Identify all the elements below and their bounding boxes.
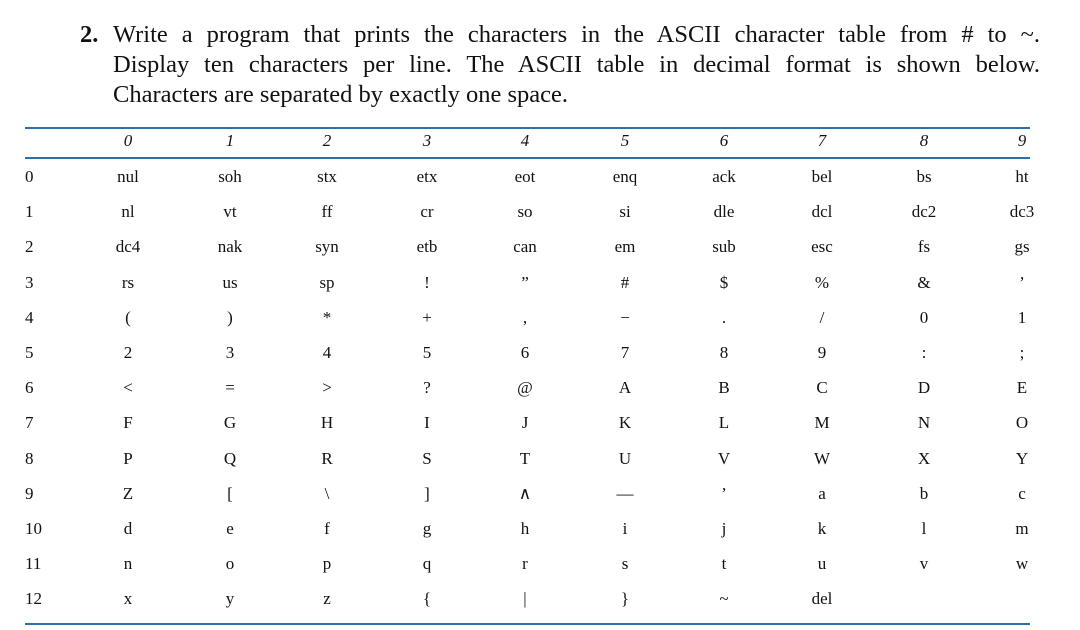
table-cell: G — [223, 413, 237, 433]
table-cell: dcl — [811, 202, 833, 222]
table-cell: Q — [223, 448, 237, 468]
row-label: 6 — [25, 378, 34, 398]
table-cell: z — [323, 589, 331, 609]
table-row — [25, 484, 1030, 519]
column-header: 0 — [123, 131, 133, 150]
table-cell: enq — [612, 167, 638, 186]
table-cell: { — [422, 589, 432, 609]
column-header: 5 — [620, 131, 630, 150]
table-cell: Y — [1015, 448, 1029, 468]
table-cell: o — [225, 554, 235, 574]
column-header: 7 — [817, 131, 827, 150]
table-cell: etx — [416, 167, 438, 186]
table-cell: F — [123, 413, 133, 433]
table-cell: | — [523, 589, 527, 609]
table-row — [25, 413, 1030, 448]
row-label: 8 — [25, 448, 34, 468]
table-cell: syn — [315, 237, 339, 257]
table-cell: cr — [420, 202, 434, 222]
table-cell: ff — [321, 202, 333, 222]
table-cell: E — [1016, 378, 1028, 398]
table-cell: ~ — [719, 589, 729, 609]
table-cell: y — [225, 589, 235, 609]
table-cell: n — [123, 554, 133, 574]
table-cell: } — [620, 589, 630, 609]
table-row — [25, 202, 1035, 237]
table-cell: nl — [121, 202, 135, 222]
table-cell: X — [917, 448, 931, 468]
table-cell: N — [917, 413, 931, 433]
row-label: 0 — [25, 167, 34, 186]
table-cell: K — [618, 413, 632, 433]
table-cell: [ — [227, 483, 233, 503]
table-cell: : — [921, 343, 927, 362]
table-row — [25, 449, 1030, 484]
table-cell: f — [324, 519, 330, 538]
table-cell: dle — [713, 202, 735, 222]
table-cell: 7 — [620, 343, 630, 362]
table-cell: can — [513, 237, 537, 257]
table-cell: ack — [712, 167, 736, 186]
table-cell: R — [321, 448, 333, 468]
table-row — [25, 589, 1030, 624]
table-cell: g — [422, 519, 432, 538]
table-cell: w — [1015, 554, 1029, 574]
table-cell: > — [322, 378, 332, 398]
row-label: 2 — [25, 237, 34, 257]
column-header: 8 — [919, 131, 929, 150]
table-cell: ! — [424, 272, 430, 292]
table-cell: 5 — [422, 343, 432, 362]
table-cell: D — [917, 378, 931, 398]
row-label: 5 — [25, 343, 34, 362]
table-cell: p — [322, 554, 332, 574]
column-header: 4 — [520, 131, 530, 150]
table-cell: — — [616, 483, 634, 503]
table-cell: J — [521, 413, 529, 433]
column-header: 6 — [719, 131, 729, 150]
table-cell: $ — [719, 272, 729, 292]
table-cell: ” — [521, 272, 529, 292]
table-cell: ∧ — [518, 483, 532, 503]
table-cell: u — [817, 554, 827, 574]
table-cell: ] — [424, 483, 430, 503]
table-cell: k — [817, 519, 827, 538]
table-cell: etb — [416, 237, 438, 257]
problem-number: 2. — [80, 21, 99, 48]
problem-line: Characters are separated by exactly one space. — [113, 81, 569, 108]
table-cell: H — [320, 413, 334, 433]
table-cell: @ — [517, 378, 533, 398]
column-header: 3 — [422, 131, 432, 150]
table-row — [25, 378, 1030, 413]
row-label: 1 — [25, 202, 34, 222]
table-cell: L — [718, 413, 730, 433]
table-cell: esc — [811, 237, 833, 257]
table-cell: % — [814, 272, 830, 292]
table-cell: # — [620, 272, 630, 292]
table-cell: 1 — [1017, 307, 1027, 327]
table-cell: em — [614, 237, 636, 257]
table-cell: rs — [121, 272, 135, 292]
table-cell: 6 — [520, 343, 530, 362]
table-cell: del — [811, 589, 833, 609]
row-label: 4 — [25, 307, 34, 327]
table-row — [25, 273, 1030, 308]
table-cell: ’ — [1019, 272, 1025, 292]
table-cell: so — [517, 202, 533, 222]
problem-line: Display ten characters per line. The ASCII table in decimal format is shown below. — [113, 51, 1040, 78]
table-cell: dc4 — [115, 237, 141, 257]
problem-line: Write a program that prints the characters in the ASCII character table from # to ~. — [113, 21, 1040, 48]
table-cell: M — [814, 413, 830, 433]
problem-text — [113, 20, 1040, 110]
table-cell: 4 — [322, 343, 332, 362]
table-cell: fs — [917, 237, 931, 257]
row-label: 3 — [25, 272, 34, 292]
row-label: 10 — [25, 519, 42, 538]
table-cell: x — [123, 589, 133, 609]
table-cell: ; — [1019, 343, 1025, 362]
table-cell: ht — [1015, 167, 1029, 186]
table-cell: W — [813, 448, 831, 468]
table-cell: − — [620, 307, 630, 327]
table-row — [25, 343, 1030, 378]
table-cell: q — [422, 554, 432, 574]
table-cell: O — [1015, 413, 1029, 433]
table-cell: & — [917, 272, 931, 292]
table-cell: * — [322, 307, 332, 327]
table-cell: 3 — [225, 343, 235, 362]
table-cell: T — [519, 448, 531, 468]
table-cell: soh — [218, 167, 242, 186]
row-label: 7 — [25, 413, 34, 433]
table-cell: S — [422, 448, 432, 468]
row-label: 12 — [25, 589, 42, 609]
table-cell: P — [123, 448, 133, 468]
table-cell: 0 — [919, 307, 929, 327]
table-cell: V — [717, 448, 731, 468]
table-cell: eot — [514, 167, 536, 186]
table-cell: i — [622, 519, 628, 538]
table-cell: / — [819, 307, 825, 327]
table-cell: gs — [1014, 237, 1030, 257]
table-cell: e — [226, 519, 234, 538]
table-cell: dc3 — [1009, 202, 1035, 222]
table-cell: vt — [223, 202, 237, 222]
table-cell: C — [816, 378, 828, 398]
table-cell: t — [721, 554, 727, 574]
table-cell: v — [919, 554, 929, 574]
table-cell: , — [522, 307, 528, 327]
column-header: 2 — [322, 131, 332, 150]
row-label: 11 — [25, 554, 42, 574]
table-cell: si — [619, 202, 631, 222]
table-cell: a — [818, 483, 826, 503]
table-cell: + — [422, 307, 432, 327]
table-cell: ( — [125, 307, 131, 327]
table-cell: Z — [122, 483, 134, 503]
table-cell: \ — [324, 483, 330, 503]
table-cell: A — [618, 378, 632, 398]
table-cell: m — [1015, 519, 1029, 538]
table-cell: . — [721, 307, 727, 327]
table-cell: ? — [423, 378, 431, 398]
table-row — [25, 308, 1030, 343]
table-cell: B — [718, 378, 730, 398]
table-cell: s — [621, 554, 629, 574]
table-cell: = — [225, 378, 235, 398]
table-cell: bel — [811, 167, 833, 186]
table-row — [25, 237, 1030, 272]
table-cell: bs — [916, 167, 932, 186]
table-cell: nak — [217, 237, 243, 257]
table-cell: stx — [317, 167, 337, 186]
table-cell: sub — [712, 237, 736, 257]
table-row — [25, 519, 1030, 554]
table-cell: nul — [117, 167, 139, 186]
table-cell: < — [123, 378, 133, 398]
problem-statement — [80, 20, 1040, 110]
table-cell: 2 — [123, 343, 133, 362]
table-header-row — [25, 127, 1030, 159]
table-cell: j — [721, 519, 727, 538]
table-cell: dc2 — [911, 202, 937, 222]
table-cell: d — [123, 519, 133, 538]
table-cell: 8 — [719, 343, 729, 362]
row-label: 9 — [25, 483, 34, 503]
table-cell: c — [1018, 483, 1026, 503]
table-cell: h — [520, 519, 530, 538]
column-header: 9 — [1017, 131, 1027, 150]
table-row — [25, 167, 1030, 202]
table-cell: U — [618, 448, 632, 468]
table-cell: 9 — [817, 343, 827, 362]
table-cell: b — [919, 483, 929, 503]
table-row — [25, 554, 1030, 589]
table-cell: us — [222, 272, 238, 292]
table-cell: r — [522, 554, 528, 574]
table-cell: ’ — [721, 483, 727, 503]
table-cell: I — [424, 413, 430, 433]
column-header: 1 — [225, 131, 235, 150]
table-cell: sp — [319, 272, 335, 292]
table-cell: ) — [227, 307, 233, 327]
table-cell: l — [921, 519, 927, 538]
